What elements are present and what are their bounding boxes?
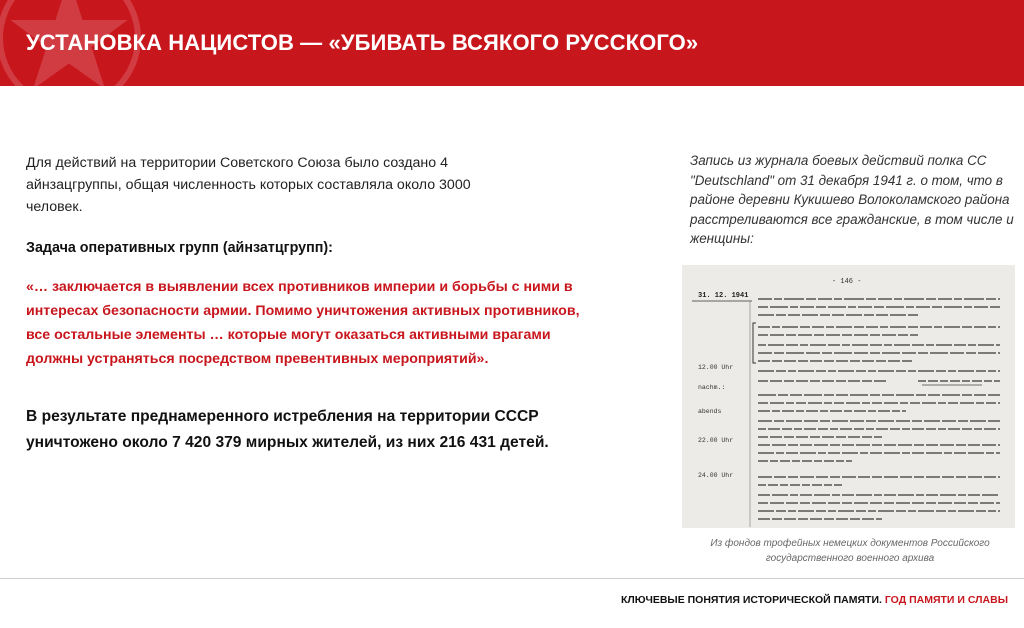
- document-caption: Запись из журнала боевых действий полка СС "Deutschland" от 31 декабря 1941 г. о том, что в районе деревни Кукишево Волоколамского района расстреливаются все гражданские, в том числе и женщины:: [690, 153, 1014, 246]
- einsatzgruppen-quote: «… заключается в выявлении всех противников империи и борьбы с ними в интересах безопасности армии. Помимо уничтожения активных противников, все остальные элементы … которые могут оказаться активными врагами должны устраняться посредством превентивных мероприятий».: [26, 279, 580, 367]
- doc-time-4: 22.00 Uhr: [698, 437, 734, 444]
- doc-time-1: 12.00 Uhr: [698, 364, 734, 371]
- intro-text: Для действий на территории Советского Союза было создано 4 айнзацгруппы, общая численность которых составляла около 3000 человек.: [26, 155, 471, 215]
- header-banner: [0, 0, 1024, 86]
- casualties-statement: В результате преднамеренного истребления на территории СССР уничтожено около 7 420 379 мирных жителей, из них 216 431 детей.: [26, 408, 549, 451]
- typewritten-page: [682, 265, 1015, 528]
- doc-time-2: nachm.:: [698, 384, 726, 391]
- footer-divider: [0, 578, 1024, 579]
- doc-page-number: - 146 -: [832, 278, 862, 286]
- footer-label: КЛЮЧЕВЫЕ ПОНЯТИЯ ИСТОРИЧЕСКОЙ ПАМЯТИ.: [620, 594, 882, 606]
- doc-time-3: abends: [698, 408, 722, 415]
- doc-time-5: 24.00 Uhr: [698, 472, 734, 479]
- footer: [621, 594, 1008, 606]
- doc-date: 31. 12. 1941: [698, 292, 749, 300]
- footer-accent: ГОД ПАМЯТИ И СЛАВЫ: [884, 594, 1008, 606]
- archival-document-image: [682, 265, 1015, 528]
- page-title: УСТАНОВКА НАЦИСТОВ — «УБИВАТЬ ВСЯКОГО РУССКОГО»: [26, 30, 699, 55]
- task-heading: Задача оперативных групп (айнзатцгрупп):: [26, 240, 333, 256]
- archive-source-note: Из фондов трофейных немецких документов Российского государственного военного архива: [710, 538, 990, 564]
